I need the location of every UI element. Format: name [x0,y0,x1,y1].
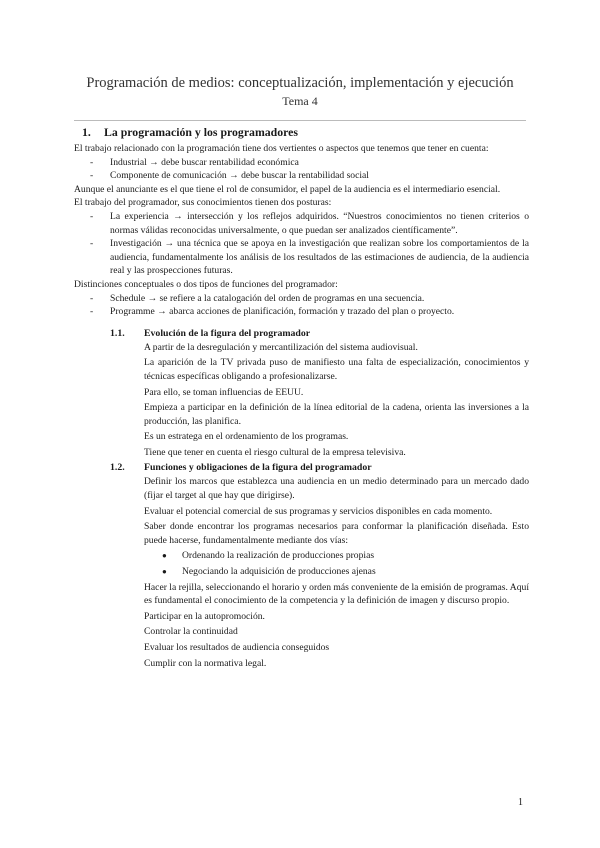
bullet-marker: ● [162,551,167,561]
dash-marker: - [90,292,94,304]
list-item-text: La experiencia → intersección y los reflejos adquiridos. “Nuestros conocimientos no tienen criterios o normas válidas reconocidas universalmente, o que puedan ser analizados científicamente”. [110,210,529,236]
list-item [144,549,529,563]
paragraph: Cumplir con la normativa legal. [144,657,267,669]
posturas-list [74,210,529,278]
list-item-text: Componente de comunicación → debe buscar la rentabilidad social [110,170,369,182]
list-item-text: Programme → abarca acciones de planificación, formación y trazado del plan o proyecto. [110,306,455,318]
paragraph: Hacer la rejilla, seleccionando el horario y orden más conveniente de la emisión de programas. Aquí es fundamental el conocimiento de la competencia y la definición de imagen y discurso propio. [144,581,529,607]
header-divider [74,120,526,121]
list-item [74,210,529,237]
section-1-2-number: 1.2. [110,462,125,474]
paragraph: Tiene que tener en cuenta el riesgo cultural de la empresa televisiva. [144,446,406,458]
paragraph: Controlar la continuidad [144,626,238,638]
paragraph: A partir de la desregulación y mercantilización del sistema audiovisual. [144,341,418,353]
list-item-text: Negociando la adquisición de producciones ajenas [182,566,376,578]
dash-marker: - [90,156,94,168]
document-body [74,125,529,672]
paragraph: Es un estratega en el ordenamiento de los programas. [144,431,349,443]
section-1-1-number: 1.1. [110,327,125,339]
section-1-1-body [144,341,529,460]
list-item [74,305,529,319]
vias-list [144,549,529,578]
intro-paragraph: El trabajo relacionado con la programación tiene dos vertientes o aspectos que tenemos que tener en cuenta: [74,143,489,154]
section-1-1-heading [110,327,529,341]
dash-marker: - [90,238,94,250]
section-1-title: La programación y los programadores [104,125,298,139]
paragraph: Evaluar los resultados de audiencia conseguidos [144,642,330,653]
paragraph: Empieza a participar en la definición de la línea editorial de la cadena, orienta las inversiones a la producción, las planifica. [144,402,529,427]
list-item [74,237,529,278]
section-1-2-title: Funciones y obligaciones de la figura del programador [144,462,372,474]
section-1-2-body [144,475,529,670]
trabajo-paragraph: El trabajo del programador, sus conocimientos tienen dos posturas: [74,197,332,209]
paragraph: La aparición de la TV privada puso de manifiesto una falta de especialización, conocimientos y técnicas específicas obligando a profesionalizarse. [144,357,529,382]
list-item-text: Investigación → una técnica que se apoya en la investigación que realizan sobre los comportamientos de la audiencia, fundamentalmente los análisis de los resultados de las estimaciones de audiencia, de la audiencia real y las prospecciones futuras. [110,238,529,277]
dash-marker: - [90,170,94,182]
document-subtitle: Tema 4 [282,94,318,108]
section-1-1-title: Evolución de la figura del programador [144,327,311,339]
funciones-list [74,292,529,319]
paragraph: Definir los marcos que establezca una audiencia en un medio determinado para un mercado dado (fijar el target al que hay que dirigirse). [144,476,529,502]
aspects-list [74,156,529,183]
dash-marker: - [90,210,94,222]
list-item [74,156,529,170]
page-number: 1 [518,797,523,808]
dash-marker: - [90,306,94,318]
document-title: Programación de medios: conceptualización, implementación y ejecución [86,75,514,91]
list-item [144,565,529,579]
section-1-2-heading [110,461,529,475]
section-1-number: 1. [82,125,91,139]
distinciones-paragraph: Distinciones conceptuales o dos tipos de funciones del programador: [74,278,338,290]
paragraph: Saber donde encontrar los programas necesarios para conformar la planificación diseñada. Esto puede hacerse, fundamentalmente mediante dos vías: [144,521,529,546]
paragraph: Participar en la autopromoción. [144,610,265,622]
list-item [74,169,529,183]
paragraph: Para ello, se toman influencias de EEUU. [144,386,304,398]
list-item-text: Ordenando la realización de producciones propias [182,550,375,562]
list-item-text: Industrial → debe buscar rentabilidad económica [110,156,299,168]
bullet-marker: ● [162,567,167,577]
list-item [74,292,529,306]
anunciante-paragraph: Aunque el anunciante es el que tiene el rol de consumidor, el papel de la audiencia es el intermediario esencial. [74,183,501,195]
list-item-text: Schedule → se refiere a la catalogación del orden de programas en una secuencia. [110,292,425,304]
section-1-heading [74,125,529,140]
paragraph: Evaluar el potencial comercial de sus programas y servicios disponibles en cada momento. [144,505,493,517]
